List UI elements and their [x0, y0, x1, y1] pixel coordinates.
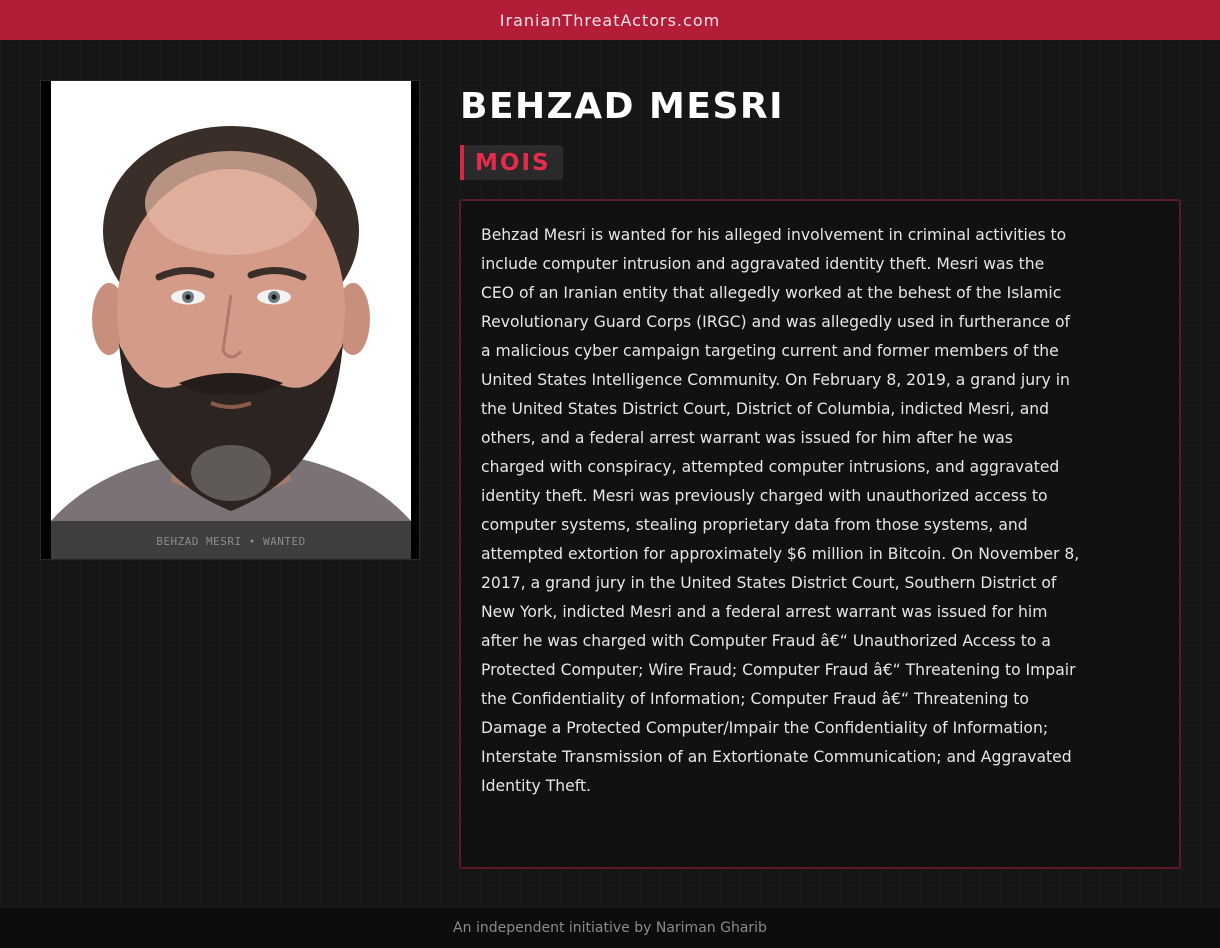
mugshot-photo — [51, 81, 411, 560]
site-header — [0, 0, 1220, 40]
footer-credit: An independent initiative by Nariman Gharib — [453, 920, 767, 936]
bio-text: Behzad Mesri is wanted for his alleged involvement in criminal activities to include computer intrusion and aggravated identity theft. Mesri was the CEO of an Iranian entity that allegedly worked at the behest of the Islamic Revolutionary Guard Corps (IRGC) and was allegedly used in furtherance of a malicious cyber campaign targeting current and former members of the United States Intelligence Community. On February 8, 2019, a grand jury in the United States District Court, District of Columbia, indicted Mesri, and others, and a federal arrest warrant was issued for him after he was charged with conspiracy, attempted computer intrusions, and aggravated identity theft. Mesri was previously charged with unauthorized access to computer systems, stealing proprietary data from those systems, and attempted extortion for approximately $6 million in Bitcoin. On November 8, 2017, a grand jury in the United States District Court, Southern District of New York, indicted Mesri and a federal arrest warrant was issued for him after he was charged with Computer Fraud â€“ Unauthorized Access to a Protected Computer; Wire Fraud; Computer Fraud â€“ Threatening to Impair the Confidentiality of Information; Computer Fraud â€“ Threatening to Damage a Protected Computer/Impair the Confidentiality of Information; Interstate Transmission of an Extortionate Communication; and Aggravated Identity Theft. — [481, 226, 1080, 795]
affiliation-tag: MOIS — [460, 145, 563, 180]
photo-caption: BEHZAD MESRI • WANTED — [51, 521, 411, 560]
actor-name: BEHZAD MESRI — [460, 86, 784, 127]
bio-panel — [459, 199, 1181, 869]
wanted-photo-card — [40, 80, 420, 560]
site-title-link[interactable]: IranianThreatActors.com — [499, 10, 721, 30]
site-footer — [0, 908, 1220, 948]
